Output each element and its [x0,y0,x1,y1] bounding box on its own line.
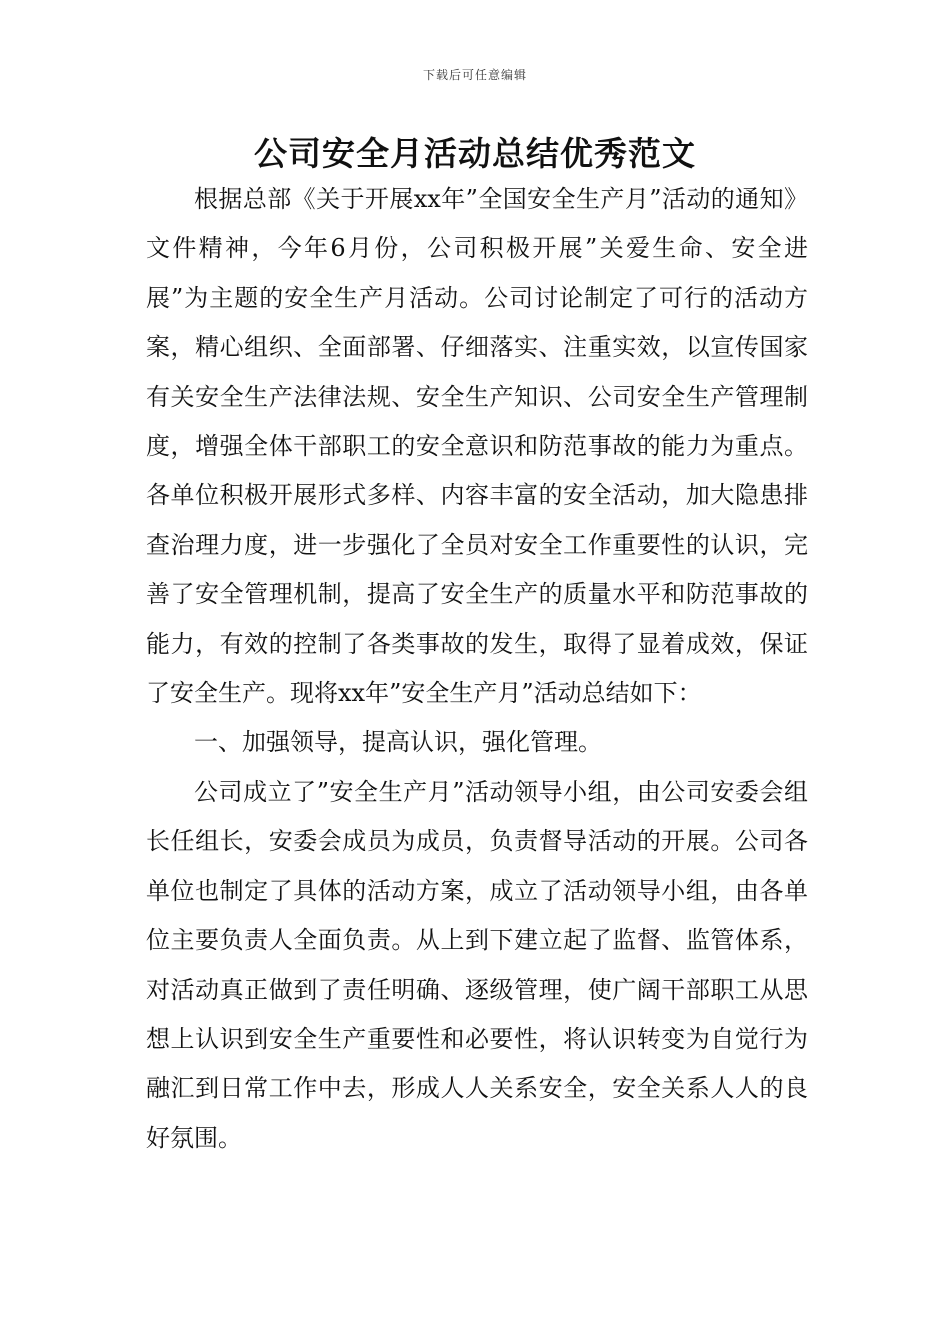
document-body [146,175,808,1163]
document-title: 公司安全月活动总结优秀范文 [254,134,696,173]
paragraph-section-1: 公司成立了”安全生产月”活动领导小组，由公司安委会组长任组长，安委会成员为成员，负责督导活动的开展。公司各单位也制定了具体的活动方案，成立了活动领导小组，由各单位主要负责人全面负责。从上到下建立起了监督、监管体系，对活动真正做到了责任明确、逐级管理，使广阔干部职工从思想上认识到安全生产重要性和必要性，将认识转变为自觉行为融汇到日常工作中去，形成人人关系安全，安全关系人人的良好氛围。 [146,777,808,1152]
paragraph-intro: 根据总部《关于开展xx年”全国安全生产月”活动的通知》文件精神，今年6月份，公司积极开展”关爱生命、安全进展”为主题的安全生产月活动。公司讨论制定了可行的活动方案，精心组织、全面部署、仔细落实、注重实效，以宣传国家有关安全生产法律法规、安全生产知识、公司安全生产管理制度，增强全体干部职工的安全意识和防范事故的能力为重点。各单位积极开展形式多样、内容丰富的安全活动，加大隐患排查治理力度，进一步强化了全员对安全工作重要性的认识，完善了安全管理机制，提高了安全生产的质量水平和防范事故的能力，有效的控制了各类事故的发生，取得了显着成效，保证了安全生产。现将xx年”安全生产月”活动总结如下： [146,185,808,708]
section-heading-1: 一、加强领导，提高认识，强化管理。 [194,728,602,757]
header-note: 下载后可任意编辑 [422,68,527,82]
